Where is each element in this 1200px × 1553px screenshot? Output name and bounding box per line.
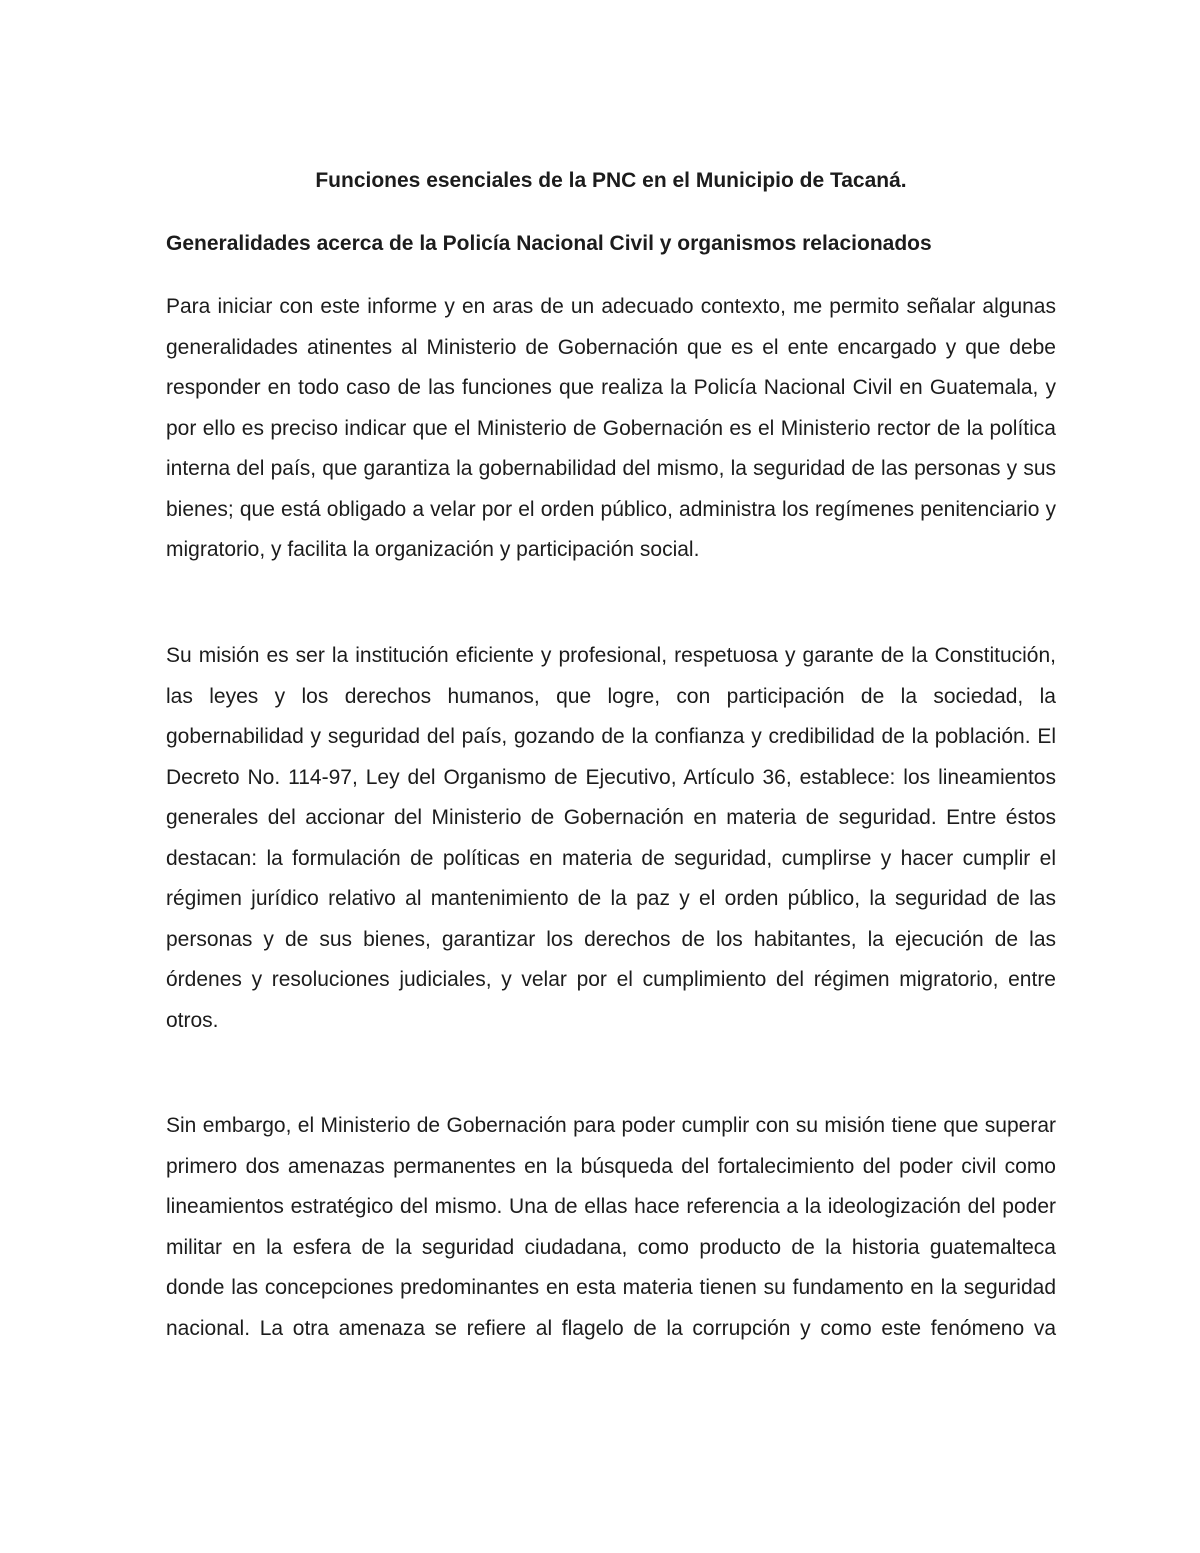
paragraph: Su misión es ser la institución eficiente y profesional, respetuosa y garante de la Constitución, las leyes y los derechos humanos, que logre, con participación de la sociedad, la gobernabilidad y seguridad del país, gozando de la confianza y credibilidad de la población. El Decreto No. 114-97, Ley del Organismo de Ejecutivo, Artículo 36, establece: los lineamientos generales del accionar del Ministerio de Gobernación en materia de seguridad. Entre éstos destacan: la formulación de políticas en materia de seguridad, cumplirse y hacer cumplir el régimen jurídico relativo al mantenimiento de la paz y el orden público, la seguridad de las personas y de sus bienes, garantizar los derechos de los habitantes, la ejecución de las órdenes y resoluciones judiciales, y velar por el cumplimiento del régimen migratorio, entre otros. [166,644,1056,1032]
paragraph: Para iniciar con este informe y en aras de un adecuado contexto, me permito señalar algunas generalidades atinentes al Ministerio de Gobernación que es el ente encargado y que debe responder en todo caso de las funciones que realiza la Policía Nacional Civil en Guatemala, y por ello es preciso indicar que el Ministerio de Gobernación es el Ministerio rector de la política interna del país, que garantiza la gobernabilidad del mismo, la seguridad de las personas y sus bienes; que está obligado a velar por el orden público, administra los regímenes penitenciario y migratorio, y facilita la organización y participación social. [166,295,1056,561]
section-heading: Generalidades acerca de la Policía Nacional Civil y organismos relacionados [166,232,932,255]
paragraph: Sin embargo, el Ministerio de Gobernación para poder cumplir con su misión tiene que superar primero dos amenazas permanentes en la búsqueda del fortalecimiento del poder civil como lineamientos estratégico del mismo. Una de ellas hace referencia a la ideologización del poder militar en la esfera de la seguridad ciudadana, como producto de la historia guatemalteca donde las concepciones predominantes en esta materia tienen su fundamento en la seguridad nacional. La otra amenaza se refiere al flagelo de la corrupción y como este fenómeno va [166,1114,1056,1340]
document-title: Funciones esenciales de la PNC en el Municipio de Tacaná. [315,169,907,192]
